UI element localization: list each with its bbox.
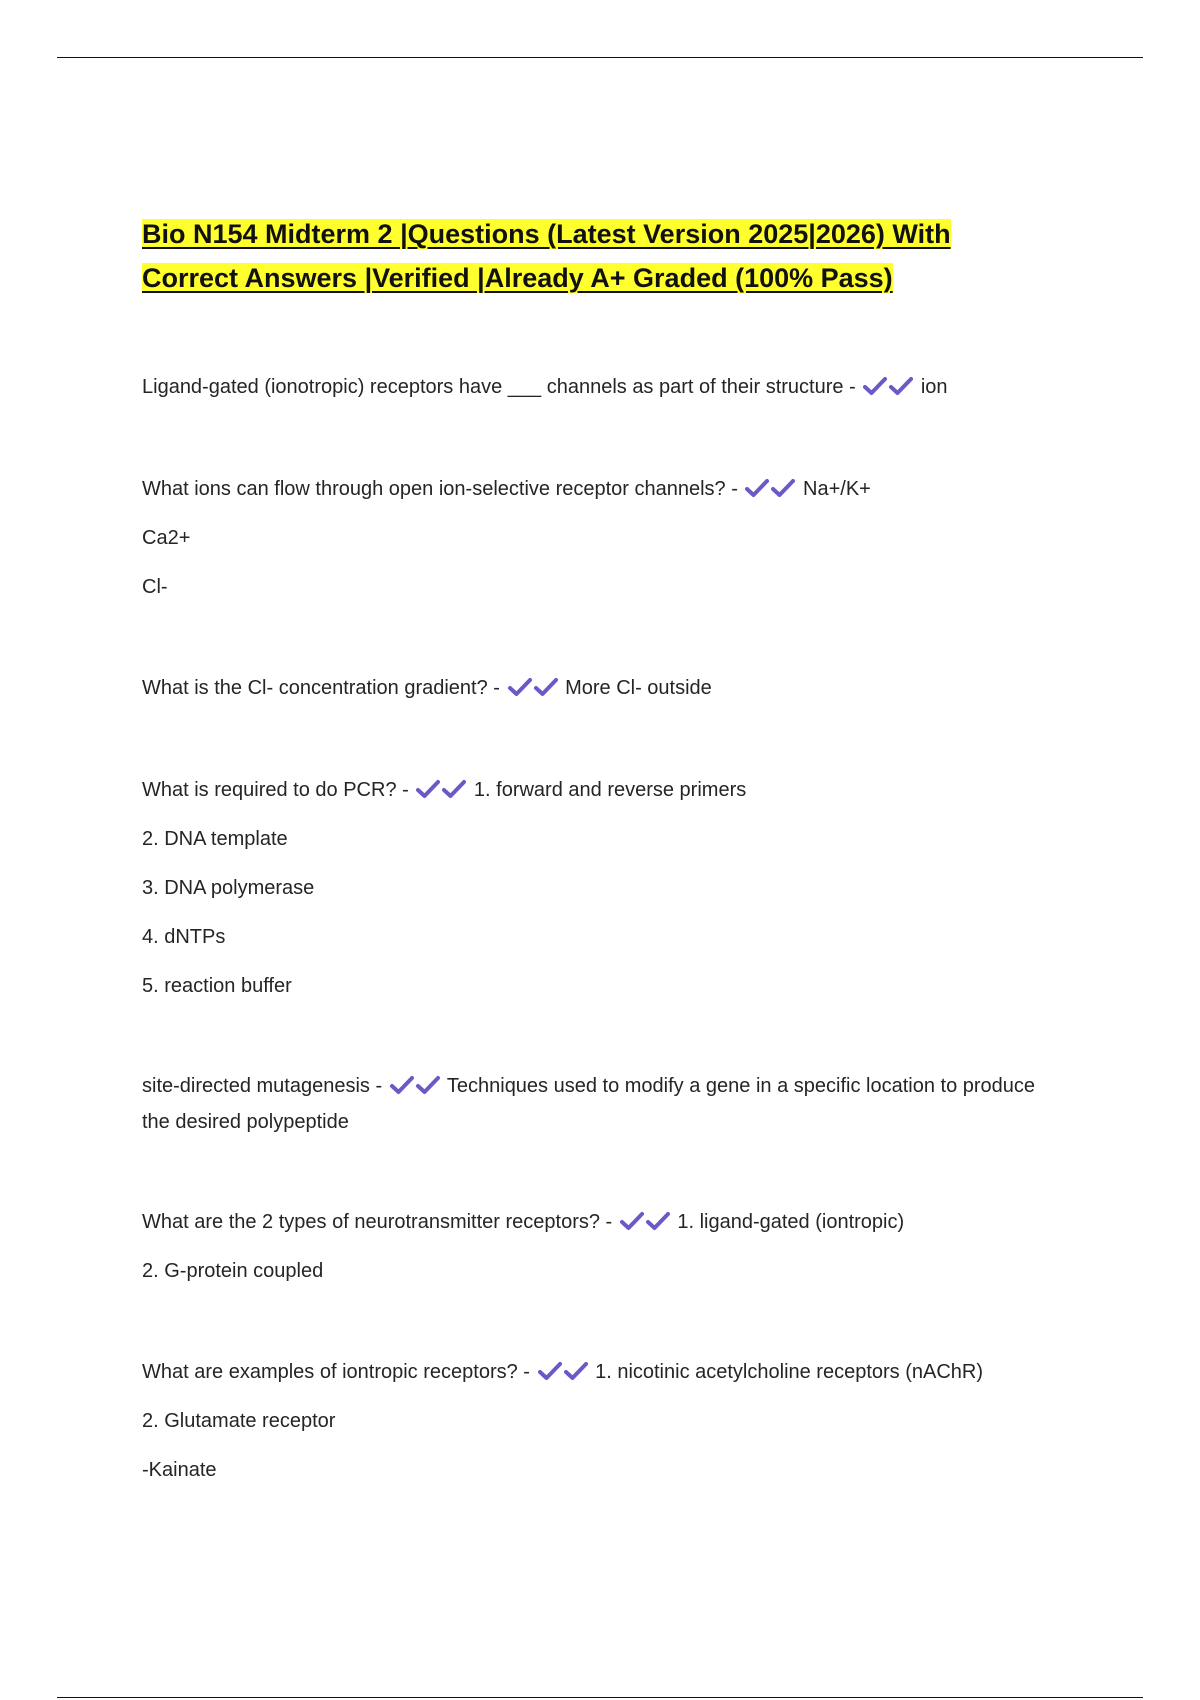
answer-continuation: 3. DNA polymerase (142, 877, 315, 899)
question-text: Ligand-gated (ionotropic) receptors have ___ channels as part of their structure - (142, 376, 856, 398)
answer-text: 1. forward and reverse primers (473, 779, 747, 801)
double-check-icon (537, 1361, 589, 1387)
qa-item (142, 477, 871, 504)
answer-continuation: 5. reaction buffer (142, 975, 292, 997)
question-text: What is required to do PCR? - (142, 779, 409, 801)
answer-text: 1. ligand-gated (iontropic) (677, 1211, 905, 1233)
question-text: What ions can flow through open ion-selective receptor channels? - (142, 478, 738, 500)
answer-text: More Cl- outside (565, 677, 712, 699)
qa-item (142, 1070, 1042, 1139)
double-check-icon (389, 1073, 441, 1106)
answer-continuation: 2. Glutamate receptor (142, 1410, 336, 1432)
qa-item (142, 778, 746, 805)
header-rule (57, 57, 1143, 58)
question-text: What are examples of iontropic receptors? - (142, 1361, 530, 1383)
qa-item (142, 1210, 904, 1237)
document-title (142, 212, 1042, 300)
footer-rule (57, 1697, 1143, 1698)
double-check-icon (507, 677, 559, 703)
qa-item (142, 1360, 983, 1387)
answer-continuation: 2. G-protein coupled (142, 1260, 324, 1282)
answer-text: 1. nicotinic acetylcholine receptors (nAChR) (595, 1361, 984, 1383)
answer-continuation: 4. dNTPs (142, 926, 226, 948)
double-check-icon (415, 779, 467, 805)
answer-text: Na+/K+ (803, 478, 871, 500)
answer-continuation: -Kainate (142, 1459, 217, 1481)
qa-item (142, 676, 712, 703)
question-text: What is the Cl- concentration gradient? - (142, 677, 500, 699)
answer-continuation: Cl- (142, 576, 168, 598)
title-line-2: Correct Answers |Verified |Already A+ Graded (100% Pass) (142, 263, 893, 293)
answer-continuation: Ca2+ (142, 527, 191, 549)
question-text: What are the 2 types of neurotransmitter receptors? - (142, 1211, 613, 1233)
question-text: site-directed mutagenesis - (142, 1075, 383, 1097)
answer-continuation: 2. DNA template (142, 828, 288, 850)
qa-item (142, 375, 948, 402)
double-check-icon (862, 376, 914, 402)
answer-text: ion (920, 376, 948, 398)
title-line-1: Bio N154 Midterm 2 |Questions (Latest Version 2025|2026) With (142, 219, 951, 249)
double-check-icon (619, 1211, 671, 1237)
answer-text: Techniques used to modify a gene in a specific location to produce the desired polypeptide (142, 1075, 1036, 1133)
double-check-icon (744, 478, 796, 504)
